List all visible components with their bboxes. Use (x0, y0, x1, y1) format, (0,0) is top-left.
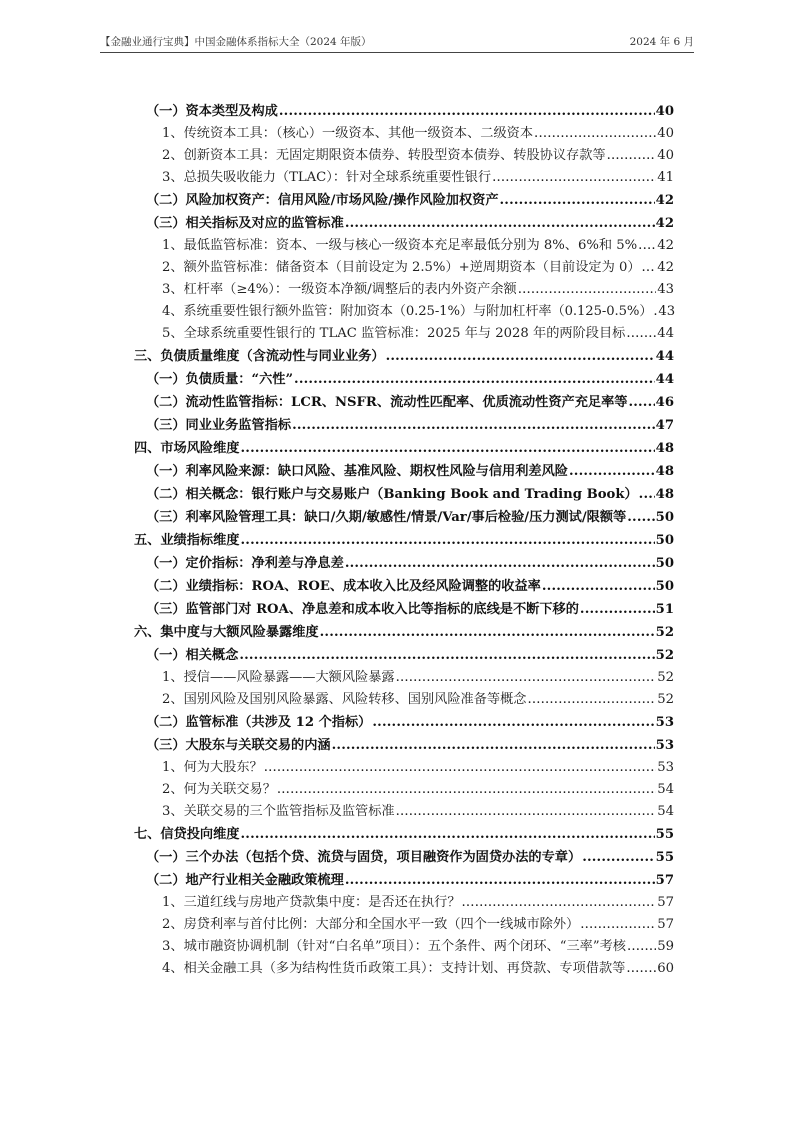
toc-entry-title: （三）大股东与关联交易的内涵 (146, 738, 331, 753)
toc-leader-dots (653, 301, 657, 323)
toc-entry-title: 3、总损失吸收能力（TLAC）：针对全球系统重要性银行 (162, 170, 492, 185)
toc-entry[interactable] (134, 552, 674, 575)
toc-entry[interactable] (134, 575, 674, 598)
toc-leader-dots (345, 212, 655, 235)
toc-entry-title: 2、国别风险及国别风险暴露、风险转移、国别风险准备等概念 (162, 692, 527, 707)
toc-leader-dots (534, 123, 656, 145)
toc-entry[interactable] (134, 801, 674, 823)
toc-entry-page: 44 (655, 349, 674, 364)
toc-leader-dots (241, 529, 655, 552)
toc-entry[interactable] (134, 892, 674, 914)
toc-entry[interactable] (134, 301, 674, 323)
toc-entry[interactable] (134, 667, 674, 689)
toc-leader-dots (239, 644, 654, 667)
toc-leader-dots (345, 869, 655, 892)
toc-entry-page: 48 (655, 441, 674, 456)
toc-entry-page: 48 (655, 464, 674, 479)
toc-leader-dots (628, 391, 654, 414)
toc-entry-page: 53 (655, 715, 674, 730)
toc-entry-title: （一）相关概念 (146, 648, 239, 663)
toc-entry-title: 5、全球系统重要性银行的 TLAC 监管标准：2025 年与 2028 年的两阶段目标 (162, 326, 626, 341)
toc-leader-dots (320, 621, 655, 644)
toc-entry-title: 3、城市融资协调机制（针对“白名单”项目）：五个条件、两个闭环、“三率”考核 (162, 939, 626, 954)
toc-leader-dots (396, 801, 657, 823)
toc-entry[interactable] (134, 529, 674, 552)
toc-leader-dots (527, 689, 656, 711)
toc-leader-dots (542, 575, 655, 598)
toc-entry[interactable] (134, 145, 674, 167)
toc-leader-dots (627, 506, 654, 529)
toc-entry[interactable] (134, 869, 674, 892)
toc-leader-dots (639, 483, 655, 506)
toc-entry-page: 53 (657, 760, 674, 775)
toc-entry-title: 七、信贷投向维度 (134, 827, 240, 842)
toc-entry[interactable] (134, 323, 674, 345)
toc-entry-page: 42 (655, 193, 674, 208)
toc-entry-title: 3、杠杆率（≥4%）：一级资本净额/调整后的表内外资产余额 (162, 282, 517, 297)
toc-entry-title: （二）监管标准（共涉及 12 个指标） (146, 715, 372, 730)
toc-entry[interactable] (134, 958, 674, 980)
toc-leader-dots (332, 734, 655, 757)
toc-entry-page: 57 (655, 873, 674, 888)
toc-entry-page: 55 (655, 827, 674, 842)
toc-entry-title: 三、负债质量维度（含流动性与同业业务） (134, 349, 385, 364)
toc-entry-title: （三）利率风险管理工具：缺口/久期/敏感性/情景/Var/事后检验/压力测试/限额等 (146, 510, 627, 525)
toc-entry[interactable] (134, 823, 674, 846)
toc-leader-dots (277, 779, 656, 801)
toc-leader-dots (569, 460, 655, 483)
toc-entry-title: 4、系统重要性银行额外监管：附加资本（0.25-1%）与附加杠杆率（0.125-0.5%） (162, 304, 653, 319)
toc-entry-title: （二）地产行业相关金融政策梳理 (146, 873, 344, 888)
toc-leader-dots (241, 823, 655, 846)
toc-leader-dots (580, 598, 655, 621)
toc-entry-title: 五、业绩指标维度 (134, 533, 240, 548)
toc-leader-dots (396, 667, 657, 689)
toc-entry-page: 53 (655, 738, 674, 753)
toc-entry[interactable] (134, 345, 674, 368)
toc-leader-dots (626, 323, 656, 345)
toc-entry[interactable] (134, 257, 674, 279)
toc-leader-dots (241, 437, 655, 460)
toc-entry[interactable] (134, 711, 674, 734)
toc-leader-dots (642, 257, 657, 279)
toc-entry-page: 44 (657, 326, 674, 341)
toc-entry-page: 40 (657, 148, 674, 163)
toc-entry[interactable] (134, 936, 674, 958)
header-title: 【金融业通行宝典】中国金融体系指标大全（2024 年版） (100, 36, 372, 48)
toc-leader-dots (492, 167, 656, 189)
toc-entry-title: （二）业绩指标：ROA、ROE、成本收入比及经风险调整的收益率 (146, 579, 541, 594)
header-divider (100, 52, 694, 53)
toc-entry-page: 52 (657, 692, 674, 707)
toc-entry-title: （一）负债质量：“六性” (146, 372, 294, 387)
toc-entry[interactable] (134, 212, 674, 235)
toc-entry-page: 40 (657, 126, 674, 141)
toc-entry-title: 1、何为大股东？ (162, 760, 263, 775)
toc-entry-title: 1、三道红线与房地产贷款集中度：是否还在执行？ (162, 895, 461, 910)
toc-entry-title: 1、最低监管标准：资本、一级与核心一级资本充足率最低分别为 8%、6%和 5% (162, 238, 638, 253)
toc-entry-title: （一）三个办法（包括个贷、流贷与固贷，项目融资作为固贷办法的专章） (146, 850, 582, 865)
toc-entry-title: 1、授信——风险暴露——大额风险暴露 (162, 670, 395, 685)
toc-entry[interactable] (134, 734, 674, 757)
toc-entry-page: 54 (657, 804, 674, 819)
toc-entry-title: （二）风险加权资产：信用风险/市场风险/操作风险加权资产 (146, 193, 499, 208)
toc-entry[interactable] (134, 621, 674, 644)
toc-entry-page: 46 (655, 395, 674, 410)
toc-leader-dots (626, 958, 656, 980)
toc-entry-title: 1、传统资本工具：（核心）一级资本、其他一级资本、二级资本 (162, 126, 534, 141)
toc-entry-page: 60 (657, 961, 674, 976)
toc-entry-title: 2、房贷利率与首付比例：大部分和全国水平一致（四个一线城市除外） (162, 917, 580, 932)
toc-entry-title: 4、相关金融工具（多为结构性货币政策工具）：支持计划、再贷款、专项借款等 (162, 961, 626, 976)
header-date: 2024 年 6 月 (629, 36, 694, 48)
toc-leader-dots (500, 189, 655, 212)
toc-entry-page: 43 (657, 282, 674, 297)
toc-leader-dots (264, 757, 657, 779)
table-of-contents (134, 100, 674, 980)
toc-entry-page: 57 (657, 895, 674, 910)
toc-entry[interactable] (134, 391, 674, 414)
toc-entry-page: 59 (657, 939, 674, 954)
toc-entry-page: 44 (655, 372, 674, 387)
toc-entry[interactable] (134, 235, 674, 257)
toc-entry[interactable] (134, 100, 674, 123)
toc-entry-page: 50 (655, 556, 674, 571)
toc-entry-title: 2、额外监管标准：储备资本（目前设定为 2.5%）+逆周期资本（目前设定为 0） (162, 260, 641, 275)
toc-leader-dots (607, 145, 657, 167)
toc-entry[interactable] (134, 779, 674, 801)
toc-leader-dots (462, 892, 657, 914)
toc-leader-dots (279, 100, 655, 123)
toc-entry[interactable] (134, 279, 674, 301)
toc-leader-dots (292, 414, 655, 437)
toc-leader-dots (345, 552, 655, 575)
toc-leader-dots (386, 345, 655, 368)
toc-leader-dots (638, 235, 656, 257)
toc-entry-page: 42 (657, 238, 674, 253)
toc-entry-page: 50 (655, 533, 674, 548)
toc-leader-dots (582, 846, 654, 869)
toc-leader-dots (580, 914, 656, 936)
toc-entry-title: （三）相关指标及对应的监管标准 (146, 216, 344, 231)
toc-entry-page: 52 (655, 625, 674, 640)
toc-entry-page: 51 (655, 602, 674, 617)
toc-leader-dots (518, 279, 657, 301)
toc-entry[interactable] (134, 598, 674, 621)
toc-entry[interactable] (134, 368, 674, 391)
toc-entry-page: 48 (655, 487, 674, 502)
toc-leader-dots (627, 936, 656, 958)
toc-entry[interactable] (134, 460, 674, 483)
page-header (100, 34, 694, 49)
toc-entry[interactable] (134, 189, 674, 212)
toc-entry-title: （一）资本类型及构成 (146, 104, 278, 119)
toc-entry-title: （一）定价指标：净利差与净息差 (146, 556, 344, 571)
toc-entry-title: 3、关联交易的三个监管指标及监管标准 (162, 804, 395, 819)
toc-entry-title: （一）利率风险来源：缺口风险、基准风险、期权性风险与信用利差风险 (146, 464, 568, 479)
toc-entry-title: 四、市场风险维度 (134, 441, 240, 456)
toc-entry[interactable] (134, 757, 674, 779)
toc-entry-title: 2、创新资本工具：无固定期限资本债券、转股型资本债券、转股协议存款等 (162, 148, 606, 163)
toc-entry[interactable] (134, 914, 674, 936)
toc-entry-page: 57 (657, 917, 674, 932)
toc-entry-title: （三）监管部门对 ROA、净息差和成本收入比等指标的底线是不断下移的 (146, 602, 579, 617)
toc-entry-page: 40 (655, 104, 674, 119)
toc-entry-title: 六、集中度与大额风险暴露维度 (134, 625, 319, 640)
toc-entry-page: 54 (657, 782, 674, 797)
toc-entry-page: 43 (658, 304, 676, 319)
toc-entry[interactable] (134, 644, 674, 667)
toc-entry-page: 42 (655, 216, 674, 231)
toc-entry[interactable] (134, 483, 674, 506)
toc-entry-page: 55 (655, 850, 674, 865)
toc-leader-dots (294, 368, 655, 391)
toc-entry-title: （二）相关概念：银行账户与交易账户（Banking Book and Trading Book） (146, 487, 638, 502)
toc-entry[interactable] (134, 123, 674, 145)
toc-entry[interactable] (134, 506, 674, 529)
toc-entry-page: 50 (655, 579, 674, 594)
toc-entry-page: 42 (657, 260, 674, 275)
toc-entry[interactable] (134, 167, 674, 189)
toc-entry[interactable] (134, 437, 674, 460)
toc-entry-page: 41 (657, 170, 674, 185)
toc-entry-page: 52 (655, 648, 674, 663)
toc-entry[interactable] (134, 846, 674, 869)
toc-entry-title: （二）流动性监管指标：LCR、NSFR、流动性匹配率、优质流动性资产充足率等 (146, 395, 628, 410)
toc-entry-title: （三）同业业务监管指标 (146, 418, 292, 433)
toc-entry[interactable] (134, 689, 674, 711)
toc-entry-page: 52 (657, 670, 674, 685)
toc-entry-page: 50 (655, 510, 674, 525)
toc-leader-dots (372, 711, 654, 734)
toc-entry-title: 2、何为关联交易？ (162, 782, 276, 797)
toc-entry-page: 47 (655, 418, 674, 433)
toc-entry[interactable] (134, 414, 674, 437)
